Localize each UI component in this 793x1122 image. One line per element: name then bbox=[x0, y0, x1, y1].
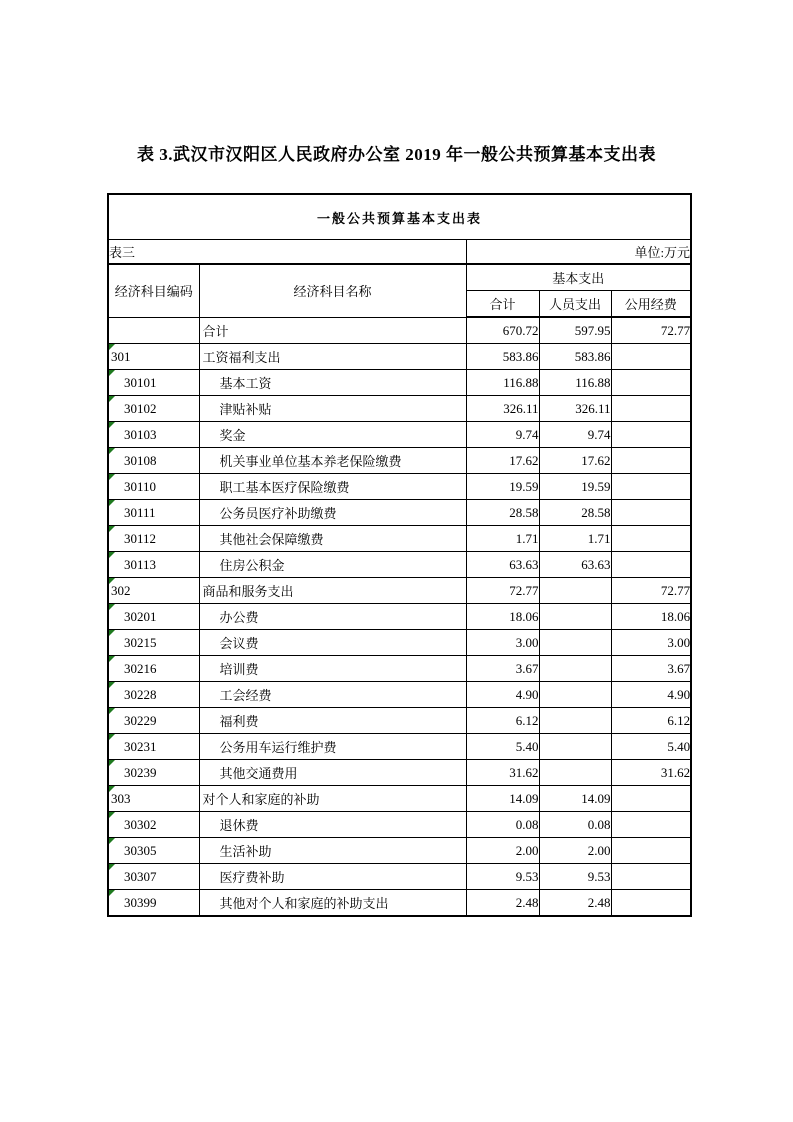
corner-marker-icon bbox=[109, 448, 115, 454]
cell-public bbox=[611, 370, 691, 396]
cell-public bbox=[611, 812, 691, 838]
cell-total: 28.58 bbox=[466, 500, 539, 526]
cell-total: 3.00 bbox=[466, 630, 539, 656]
cell-name: 商品和服务支出 bbox=[199, 578, 466, 604]
corner-marker-icon bbox=[109, 682, 115, 688]
cell-personnel: 9.53 bbox=[539, 864, 611, 890]
table-row bbox=[108, 396, 691, 422]
cell-public: 6.12 bbox=[611, 708, 691, 734]
cell-public bbox=[611, 526, 691, 552]
cell-code: 30229 bbox=[108, 708, 199, 734]
table-row bbox=[108, 370, 691, 396]
cell-personnel: 63.63 bbox=[539, 552, 611, 578]
table-row bbox=[108, 786, 691, 812]
cell-total: 9.53 bbox=[466, 864, 539, 890]
cell-personnel: 2.00 bbox=[539, 838, 611, 864]
cell-total: 14.09 bbox=[466, 786, 539, 812]
table-row bbox=[108, 682, 691, 708]
cell-code: 30113 bbox=[108, 552, 199, 578]
cell-public bbox=[611, 552, 691, 578]
table-row bbox=[108, 317, 691, 344]
cell-public bbox=[611, 864, 691, 890]
corner-marker-icon bbox=[109, 526, 115, 532]
corner-marker-icon bbox=[109, 812, 115, 818]
cell-code: 30201 bbox=[108, 604, 199, 630]
table-row bbox=[108, 474, 691, 500]
cell-name: 福利费 bbox=[199, 708, 466, 734]
cell-total: 5.40 bbox=[466, 734, 539, 760]
table-row bbox=[108, 656, 691, 682]
cell-public bbox=[611, 422, 691, 448]
table-row bbox=[108, 526, 691, 552]
cell-code: 30111 bbox=[108, 500, 199, 526]
cell-name: 工会经费 bbox=[199, 682, 466, 708]
corner-marker-icon bbox=[109, 474, 115, 480]
cell-personnel: 583.86 bbox=[539, 344, 611, 370]
cell-name: 生活补助 bbox=[199, 838, 466, 864]
cell-public bbox=[611, 344, 691, 370]
cell-name: 职工基本医疗保险缴费 bbox=[199, 474, 466, 500]
cell-total: 18.06 bbox=[466, 604, 539, 630]
cell-public: 4.90 bbox=[611, 682, 691, 708]
cell-personnel bbox=[539, 630, 611, 656]
cell-code: 301 bbox=[108, 344, 199, 370]
cell-total: 4.90 bbox=[466, 682, 539, 708]
cell-name: 机关事业单位基本养老保险缴费 bbox=[199, 448, 466, 474]
cell-name: 公务员医疗补助缴费 bbox=[199, 500, 466, 526]
table-row bbox=[108, 604, 691, 630]
cell-code: 30110 bbox=[108, 474, 199, 500]
cell-total: 19.59 bbox=[466, 474, 539, 500]
corner-marker-icon bbox=[109, 422, 115, 428]
cell-total: 2.00 bbox=[466, 838, 539, 864]
corner-marker-icon bbox=[109, 734, 115, 740]
table-row bbox=[108, 838, 691, 864]
cell-public bbox=[611, 786, 691, 812]
col-header-name: 经济科目名称 bbox=[199, 264, 466, 317]
cell-personnel: 326.11 bbox=[539, 396, 611, 422]
cell-public: 31.62 bbox=[611, 760, 691, 786]
corner-marker-icon bbox=[109, 630, 115, 636]
cell-name: 医疗费补助 bbox=[199, 864, 466, 890]
cell-code: 30307 bbox=[108, 864, 199, 890]
cell-personnel: 19.59 bbox=[539, 474, 611, 500]
sheet-label: 表三 bbox=[108, 240, 466, 265]
cell-code: 30102 bbox=[108, 396, 199, 422]
cell-name: 合计 bbox=[199, 317, 466, 344]
cell-personnel bbox=[539, 656, 611, 682]
cell-code: 30215 bbox=[108, 630, 199, 656]
cell-code: 303 bbox=[108, 786, 199, 812]
cell-total: 31.62 bbox=[466, 760, 539, 786]
header-row-1 bbox=[108, 264, 691, 291]
cell-name: 基本工资 bbox=[199, 370, 466, 396]
cell-public bbox=[611, 448, 691, 474]
table-row bbox=[108, 422, 691, 448]
cell-name: 奖金 bbox=[199, 422, 466, 448]
cell-name: 对个人和家庭的补助 bbox=[199, 786, 466, 812]
corner-marker-icon bbox=[109, 890, 115, 896]
corner-marker-icon bbox=[109, 864, 115, 870]
table-row bbox=[108, 552, 691, 578]
table-row bbox=[108, 344, 691, 370]
corner-marker-icon bbox=[109, 786, 115, 792]
cell-personnel: 17.62 bbox=[539, 448, 611, 474]
cell-public bbox=[611, 500, 691, 526]
table-title: 一般公共预算基本支出表 bbox=[108, 194, 691, 240]
cell-public: 5.40 bbox=[611, 734, 691, 760]
col-header-group: 基本支出 bbox=[466, 264, 691, 291]
cell-code: 30239 bbox=[108, 760, 199, 786]
cell-name: 会议费 bbox=[199, 630, 466, 656]
cell-total: 3.67 bbox=[466, 656, 539, 682]
cell-public bbox=[611, 396, 691, 422]
table-row bbox=[108, 812, 691, 838]
corner-marker-icon bbox=[109, 370, 115, 376]
cell-personnel bbox=[539, 604, 611, 630]
cell-total: 72.77 bbox=[466, 578, 539, 604]
cell-public: 72.77 bbox=[611, 317, 691, 344]
cell-personnel: 597.95 bbox=[539, 317, 611, 344]
cell-personnel: 2.48 bbox=[539, 890, 611, 917]
cell-total: 63.63 bbox=[466, 552, 539, 578]
cell-code: 30216 bbox=[108, 656, 199, 682]
cell-public bbox=[611, 474, 691, 500]
cell-code: 30112 bbox=[108, 526, 199, 552]
cell-total: 6.12 bbox=[466, 708, 539, 734]
cell-name: 其他社会保障缴费 bbox=[199, 526, 466, 552]
cell-personnel: 116.88 bbox=[539, 370, 611, 396]
col-header-code: 经济科目编码 bbox=[108, 264, 199, 317]
cell-personnel bbox=[539, 760, 611, 786]
cell-code: 30305 bbox=[108, 838, 199, 864]
cell-personnel bbox=[539, 734, 611, 760]
cell-personnel: 1.71 bbox=[539, 526, 611, 552]
cell-total: 2.48 bbox=[466, 890, 539, 917]
table-row bbox=[108, 630, 691, 656]
cell-code: 302 bbox=[108, 578, 199, 604]
cell-public: 3.67 bbox=[611, 656, 691, 682]
cell-name: 退休费 bbox=[199, 812, 466, 838]
cell-code bbox=[108, 317, 199, 344]
corner-marker-icon bbox=[109, 500, 115, 506]
table-row bbox=[108, 890, 691, 917]
cell-total: 17.62 bbox=[466, 448, 539, 474]
table-title-row bbox=[108, 194, 691, 240]
col-header-personnel: 人员支出 bbox=[539, 291, 611, 318]
cell-code: 30302 bbox=[108, 812, 199, 838]
unit-label: 单位:万元 bbox=[466, 240, 691, 265]
corner-marker-icon bbox=[109, 578, 115, 584]
cell-total: 9.74 bbox=[466, 422, 539, 448]
cell-total: 1.71 bbox=[466, 526, 539, 552]
col-header-public: 公用经费 bbox=[611, 291, 691, 318]
table-row bbox=[108, 734, 691, 760]
col-header-total: 合计 bbox=[466, 291, 539, 318]
cell-code: 30103 bbox=[108, 422, 199, 448]
table-row bbox=[108, 578, 691, 604]
corner-marker-icon bbox=[109, 344, 115, 350]
cell-personnel: 9.74 bbox=[539, 422, 611, 448]
cell-public bbox=[611, 838, 691, 864]
cell-name: 住房公积金 bbox=[199, 552, 466, 578]
corner-marker-icon bbox=[109, 656, 115, 662]
cell-public bbox=[611, 890, 691, 917]
cell-code: 30231 bbox=[108, 734, 199, 760]
table-row bbox=[108, 708, 691, 734]
cell-public: 18.06 bbox=[611, 604, 691, 630]
cell-name: 办公费 bbox=[199, 604, 466, 630]
cell-total: 0.08 bbox=[466, 812, 539, 838]
page-title: 表 3.武汉市汉阳区人民政府办公室 2019 年一般公共预算基本支出表 bbox=[137, 145, 656, 164]
table-row bbox=[108, 864, 691, 890]
cell-total: 326.11 bbox=[466, 396, 539, 422]
cell-personnel bbox=[539, 708, 611, 734]
cell-code: 30101 bbox=[108, 370, 199, 396]
table-row bbox=[108, 448, 691, 474]
cell-personnel bbox=[539, 578, 611, 604]
cell-personnel: 14.09 bbox=[539, 786, 611, 812]
cell-name: 津贴补贴 bbox=[199, 396, 466, 422]
table-body bbox=[108, 194, 691, 916]
table-row bbox=[108, 760, 691, 786]
cell-code: 30228 bbox=[108, 682, 199, 708]
cell-name: 公务用车运行维护费 bbox=[199, 734, 466, 760]
cell-total: 670.72 bbox=[466, 317, 539, 344]
cell-name: 工资福利支出 bbox=[199, 344, 466, 370]
table-row bbox=[108, 500, 691, 526]
cell-public: 3.00 bbox=[611, 630, 691, 656]
corner-marker-icon bbox=[109, 604, 115, 610]
cell-total: 116.88 bbox=[466, 370, 539, 396]
corner-marker-icon bbox=[109, 708, 115, 714]
cell-personnel: 28.58 bbox=[539, 500, 611, 526]
unit-row bbox=[108, 240, 691, 265]
corner-marker-icon bbox=[109, 760, 115, 766]
cell-name: 其他对个人和家庭的补助支出 bbox=[199, 890, 466, 917]
cell-personnel: 0.08 bbox=[539, 812, 611, 838]
corner-marker-icon bbox=[109, 552, 115, 558]
cell-public: 72.77 bbox=[611, 578, 691, 604]
cell-code: 30399 bbox=[108, 890, 199, 917]
cell-name: 培训费 bbox=[199, 656, 466, 682]
cell-personnel bbox=[539, 682, 611, 708]
cell-code: 30108 bbox=[108, 448, 199, 474]
corner-marker-icon bbox=[109, 396, 115, 402]
cell-name: 其他交通费用 bbox=[199, 760, 466, 786]
cell-total: 583.86 bbox=[466, 344, 539, 370]
budget-table bbox=[107, 193, 692, 917]
corner-marker-icon bbox=[109, 838, 115, 844]
